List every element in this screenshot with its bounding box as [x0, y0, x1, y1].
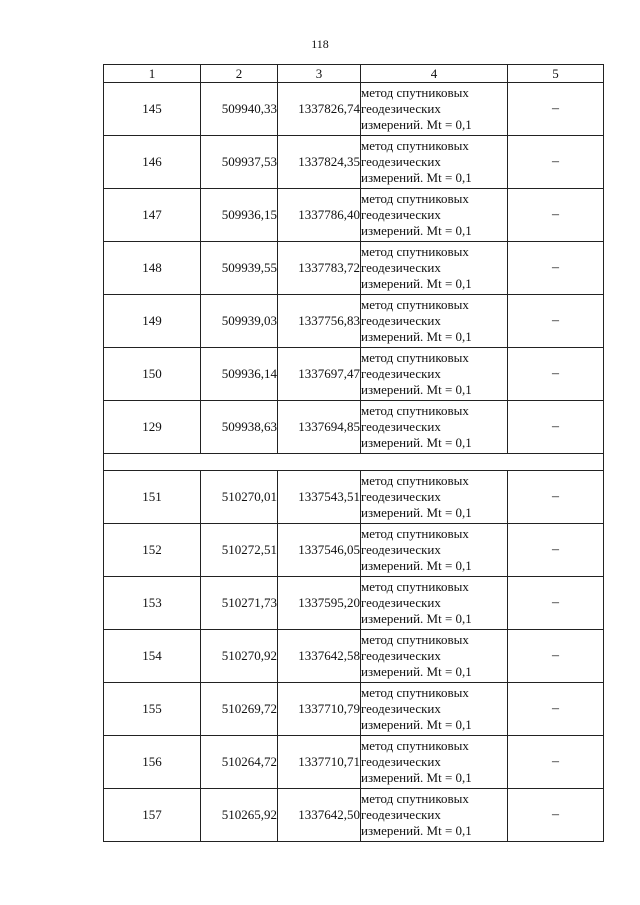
note-cell: –	[508, 789, 604, 842]
method-line-2: геодезических	[361, 207, 441, 222]
x-coordinate-cell: 510272,51	[201, 524, 278, 577]
y-coordinate-cell: 1337824,35	[278, 136, 361, 189]
x-coordinate-cell: 509936,14	[201, 348, 278, 401]
point-number-cell: 149	[104, 295, 201, 348]
method-line-2: геодезических	[361, 260, 441, 275]
note-cell: –	[508, 136, 604, 189]
method-line-1: метод спутниковых	[361, 738, 469, 753]
x-coordinate-cell: 510264,72	[201, 736, 278, 789]
y-coordinate-cell: 1337786,40	[278, 189, 361, 242]
table-row	[104, 577, 604, 630]
method-line-1: метод спутниковых	[361, 579, 469, 594]
method-line-3: измерений. Mt = 0,1	[361, 770, 472, 785]
point-number-cell: 151	[104, 471, 201, 524]
column-header-2: 2	[201, 65, 278, 83]
method-line-2: геодезических	[361, 154, 441, 169]
point-number-cell: 129	[104, 401, 201, 454]
y-coordinate-cell: 1337826,74	[278, 83, 361, 136]
point-number-cell: 154	[104, 630, 201, 683]
method-line-3: измерений. Mt = 0,1	[361, 664, 472, 679]
x-coordinate-cell: 510270,01	[201, 471, 278, 524]
method-line-1: метод спутниковых	[361, 244, 469, 259]
table-header-row	[104, 65, 604, 83]
method-line-3: измерений. Mt = 0,1	[361, 823, 472, 838]
x-coordinate-cell: 509939,55	[201, 242, 278, 295]
method-line-3: измерений. Mt = 0,1	[361, 382, 472, 397]
y-coordinate-cell: 1337756,83	[278, 295, 361, 348]
table-row	[104, 295, 604, 348]
note-cell: –	[508, 189, 604, 242]
table-row	[104, 524, 604, 577]
point-number-cell: 155	[104, 683, 201, 736]
note-cell: –	[508, 736, 604, 789]
method-line-2: геодезических	[361, 595, 441, 610]
method-line-3: измерений. Mt = 0,1	[361, 717, 472, 732]
method-line-1: метод спутниковых	[361, 138, 469, 153]
note-cell: –	[508, 683, 604, 736]
method-cell	[361, 136, 508, 189]
table-row	[104, 471, 604, 524]
method-line-2: геодезических	[361, 701, 441, 716]
note-cell: –	[508, 242, 604, 295]
note-cell: –	[508, 295, 604, 348]
method-line-1: метод спутниковых	[361, 526, 469, 541]
y-coordinate-cell: 1337710,79	[278, 683, 361, 736]
note-cell: –	[508, 401, 604, 454]
table-row	[104, 789, 604, 842]
y-coordinate-cell: 1337595,20	[278, 577, 361, 630]
method-line-2: геодезических	[361, 542, 441, 557]
table-row	[104, 189, 604, 242]
method-cell	[361, 683, 508, 736]
page-number: 118	[311, 37, 329, 51]
method-line-1: метод спутниковых	[361, 191, 469, 206]
table-row	[104, 736, 604, 789]
column-header-3: 3	[278, 65, 361, 83]
note-cell: –	[508, 630, 604, 683]
method-line-2: геодезических	[361, 648, 441, 663]
column-header-4: 4	[361, 65, 508, 83]
coordinates-table	[103, 64, 604, 842]
table-row	[104, 630, 604, 683]
method-line-3: измерений. Mt = 0,1	[361, 435, 472, 450]
y-coordinate-cell: 1337642,50	[278, 789, 361, 842]
method-cell	[361, 242, 508, 295]
method-line-1: метод спутниковых	[361, 297, 469, 312]
point-number-cell: 145	[104, 83, 201, 136]
separator-cell	[104, 454, 604, 471]
point-number-cell: 156	[104, 736, 201, 789]
method-line-3: измерений. Mt = 0,1	[361, 558, 472, 573]
table-body	[104, 83, 604, 842]
note-cell: –	[508, 524, 604, 577]
x-coordinate-cell: 509940,33	[201, 83, 278, 136]
method-line-3: измерений. Mt = 0,1	[361, 611, 472, 626]
method-line-3: измерений. Mt = 0,1	[361, 505, 472, 520]
method-line-2: геодезических	[361, 807, 441, 822]
x-coordinate-cell: 510270,92	[201, 630, 278, 683]
point-number-cell: 148	[104, 242, 201, 295]
method-line-2: геодезических	[361, 419, 441, 434]
method-line-1: метод спутниковых	[361, 791, 469, 806]
table-row	[104, 242, 604, 295]
y-coordinate-cell: 1337546,05	[278, 524, 361, 577]
method-line-2: геодезических	[361, 313, 441, 328]
method-cell	[361, 83, 508, 136]
y-coordinate-cell: 1337642,58	[278, 630, 361, 683]
point-number-cell: 152	[104, 524, 201, 577]
method-line-2: геодезических	[361, 754, 441, 769]
x-coordinate-cell: 509939,03	[201, 295, 278, 348]
method-line-3: измерений. Mt = 0,1	[361, 223, 472, 238]
column-header-5: 5	[508, 65, 604, 83]
column-header-1: 1	[104, 65, 201, 83]
method-line-1: метод спутниковых	[361, 350, 469, 365]
method-line-1: метод спутниковых	[361, 473, 469, 488]
method-cell	[361, 189, 508, 242]
note-cell: –	[508, 577, 604, 630]
method-line-3: измерений. Mt = 0,1	[361, 276, 472, 291]
section-separator-row	[104, 454, 604, 471]
method-line-2: геодезических	[361, 366, 441, 381]
method-line-1: метод спутниковых	[361, 85, 469, 100]
point-number-cell: 150	[104, 348, 201, 401]
x-coordinate-cell: 510269,72	[201, 683, 278, 736]
table-row	[104, 401, 604, 454]
method-cell	[361, 736, 508, 789]
note-cell: –	[508, 83, 604, 136]
y-coordinate-cell: 1337710,71	[278, 736, 361, 789]
table-row	[104, 683, 604, 736]
x-coordinate-cell: 510265,92	[201, 789, 278, 842]
method-cell	[361, 471, 508, 524]
y-coordinate-cell: 1337783,72	[278, 242, 361, 295]
method-cell	[361, 401, 508, 454]
point-number-cell: 153	[104, 577, 201, 630]
x-coordinate-cell: 509937,53	[201, 136, 278, 189]
table-row	[104, 136, 604, 189]
method-line-3: измерений. Mt = 0,1	[361, 170, 472, 185]
method-cell	[361, 577, 508, 630]
method-line-2: геодезических	[361, 101, 441, 116]
method-line-1: метод спутниковых	[361, 403, 469, 418]
x-coordinate-cell: 509938,63	[201, 401, 278, 454]
y-coordinate-cell: 1337697,47	[278, 348, 361, 401]
point-number-cell: 157	[104, 789, 201, 842]
y-coordinate-cell: 1337694,85	[278, 401, 361, 454]
note-cell: –	[508, 471, 604, 524]
table-row	[104, 83, 604, 136]
method-line-3: измерений. Mt = 0,1	[361, 329, 472, 344]
table-row	[104, 348, 604, 401]
x-coordinate-cell: 509936,15	[201, 189, 278, 242]
method-line-3: измерений. Mt = 0,1	[361, 117, 472, 132]
method-cell	[361, 789, 508, 842]
x-coordinate-cell: 510271,73	[201, 577, 278, 630]
method-cell	[361, 348, 508, 401]
method-line-1: метод спутниковых	[361, 685, 469, 700]
method-cell	[361, 295, 508, 348]
method-cell	[361, 524, 508, 577]
method-cell	[361, 630, 508, 683]
point-number-cell: 147	[104, 189, 201, 242]
method-line-2: геодезических	[361, 489, 441, 504]
note-cell: –	[508, 348, 604, 401]
method-line-1: метод спутниковых	[361, 632, 469, 647]
y-coordinate-cell: 1337543,51	[278, 471, 361, 524]
point-number-cell: 146	[104, 136, 201, 189]
